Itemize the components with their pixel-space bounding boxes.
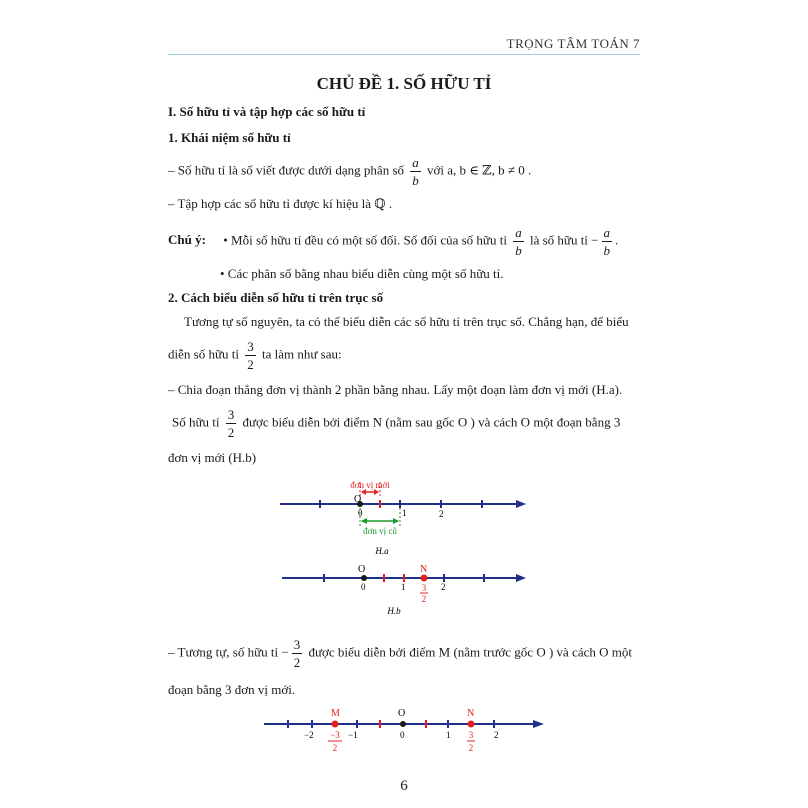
- point-n-label: N: [420, 564, 428, 575]
- figure-caption: H.b: [387, 606, 401, 616]
- fraction-neg-a-b: $\frac{a}{b}$: [603, 225, 611, 258]
- paragraph-step: – Chia đoạn thẳng đơn vị thành 2 phần bằng nhau. Lấy một đoạn làm đơn vị mới (H.a).: [168, 382, 623, 397]
- note-line-2: • Các phân số bằng nhau biểu diễn cùng một số hữu tỉ.: [220, 266, 504, 281]
- text: ta làm như sau:: [261, 346, 342, 362]
- fraction-denominator: 2: [332, 743, 338, 753]
- text: là số hữu tỉ: [529, 232, 588, 248]
- paragraph-intro: Tương tự số nguyên, ta có thể biểu diễn các số hữu tỉ trên trục số. Chẳng hạn, để biểu: [184, 314, 629, 329]
- tick-label-2: 2: [494, 730, 499, 740]
- origin-label: O: [398, 708, 406, 719]
- fraction-numerator: 3: [421, 583, 427, 593]
- paragraph-negative: [168, 638, 632, 669]
- tick-label-1: 1: [401, 582, 406, 592]
- fraction-a-b: $\frac{a}{b}$: [412, 155, 419, 188]
- tick-label-2: 2: [441, 582, 446, 592]
- point-n: [468, 721, 475, 728]
- paragraph-point-n: [172, 408, 620, 439]
- fraction-3-2: $\frac{3}{2}$: [247, 339, 254, 372]
- origin-point: [400, 721, 406, 727]
- fraction-a-b: $\frac{a}{b}$: [515, 225, 522, 258]
- new-unit-label: đơn vị mới: [350, 480, 390, 490]
- axis-arrow: [533, 720, 544, 728]
- paragraph-example: [168, 340, 342, 371]
- header-rule: [168, 54, 640, 55]
- note-line-1: [168, 226, 618, 257]
- number-line-figure-b: [270, 562, 540, 620]
- old-unit-label: đơn vị cũ: [363, 526, 397, 536]
- section-heading: I. Số hữu tỉ và tập hợp các số hữu tỉ: [168, 104, 366, 119]
- minus-sign: −: [281, 644, 289, 660]
- number-line-figure-a: [270, 476, 540, 562]
- paragraph-new-unit: đơn vị mới (H.b): [168, 450, 257, 465]
- minus-sign: −: [591, 232, 599, 248]
- point-m-label: M: [331, 708, 340, 719]
- subsection-heading-2: 2. Cách biểu diễn số hữu tỉ trên trục số: [168, 290, 384, 305]
- fraction-3-2: $\frac{3}{2}$: [227, 407, 235, 440]
- tick-label-1: 1: [402, 508, 407, 518]
- text: diễn số hữu tỉ: [168, 346, 239, 362]
- definition-paragraph: [168, 156, 531, 187]
- origin-point: [361, 575, 367, 581]
- paragraph-conclusion: đoạn bằng 3 đơn vị mới.: [168, 682, 296, 697]
- tick-label-neg1: −1: [348, 730, 358, 740]
- point-n: [421, 575, 428, 582]
- running-header: TRỌNG TÂM TOÁN 7: [506, 36, 640, 51]
- arrow-head: [393, 518, 399, 524]
- figure-caption: H.a: [375, 546, 389, 556]
- tick-label-1: 1: [446, 730, 451, 740]
- tick-label-0: 0: [358, 508, 363, 518]
- text: – Tương tự, số hữu tỉ: [168, 644, 279, 660]
- text: Số hữu tỉ: [172, 414, 220, 430]
- number-line-figure-c: [258, 704, 558, 766]
- point-m: [332, 721, 339, 728]
- tick-label-neg2: −2: [304, 730, 314, 740]
- text: được biểu diễn bởi điểm M (nằm trước gốc O ) và cách O một: [308, 644, 632, 660]
- text: • Mỗi số hữu tỉ đều có một số đối. Số đối của số hữu tỉ: [223, 232, 507, 248]
- text: với a, b ∈ ℤ, b ≠ 0 .: [427, 162, 532, 178]
- origin-label: O: [358, 564, 366, 575]
- fraction-3-2: $\frac{3}{2}$: [293, 637, 301, 670]
- tick-label-0: 0: [400, 730, 405, 740]
- tick-label-0: 0: [361, 582, 366, 592]
- note-label: Chú ý:: [168, 232, 206, 248]
- text: – Số hữu tỉ là số viết được dưới dạng phân số: [168, 162, 405, 178]
- fraction-denominator: 2: [468, 743, 474, 753]
- page-number: 6: [400, 778, 408, 794]
- subsection-heading-1: 1. Khái niệm số hữu tỉ: [168, 130, 291, 145]
- fraction-numerator: 3: [468, 730, 474, 740]
- axis-arrow: [516, 500, 526, 508]
- page-title: CHỦ ĐỀ 1. SỐ HỮU TỈ: [316, 74, 492, 93]
- point-n-label: N: [467, 708, 475, 719]
- origin-label: O: [354, 494, 362, 505]
- text: .: [615, 232, 619, 248]
- set-notation-paragraph: – Tập hợp các số hữu tỉ được kí hiệu là ℚ .: [168, 196, 393, 211]
- fraction-denominator: 2: [421, 594, 427, 604]
- axis-arrow: [516, 574, 526, 582]
- fraction-numerator: −3: [330, 730, 340, 740]
- text: được biểu diễn bởi điểm N (nằm sau gốc O ) và cách O một đoạn bằng 3: [242, 414, 621, 430]
- arrow-head: [361, 518, 367, 524]
- tick-label-2: 2: [439, 509, 444, 519]
